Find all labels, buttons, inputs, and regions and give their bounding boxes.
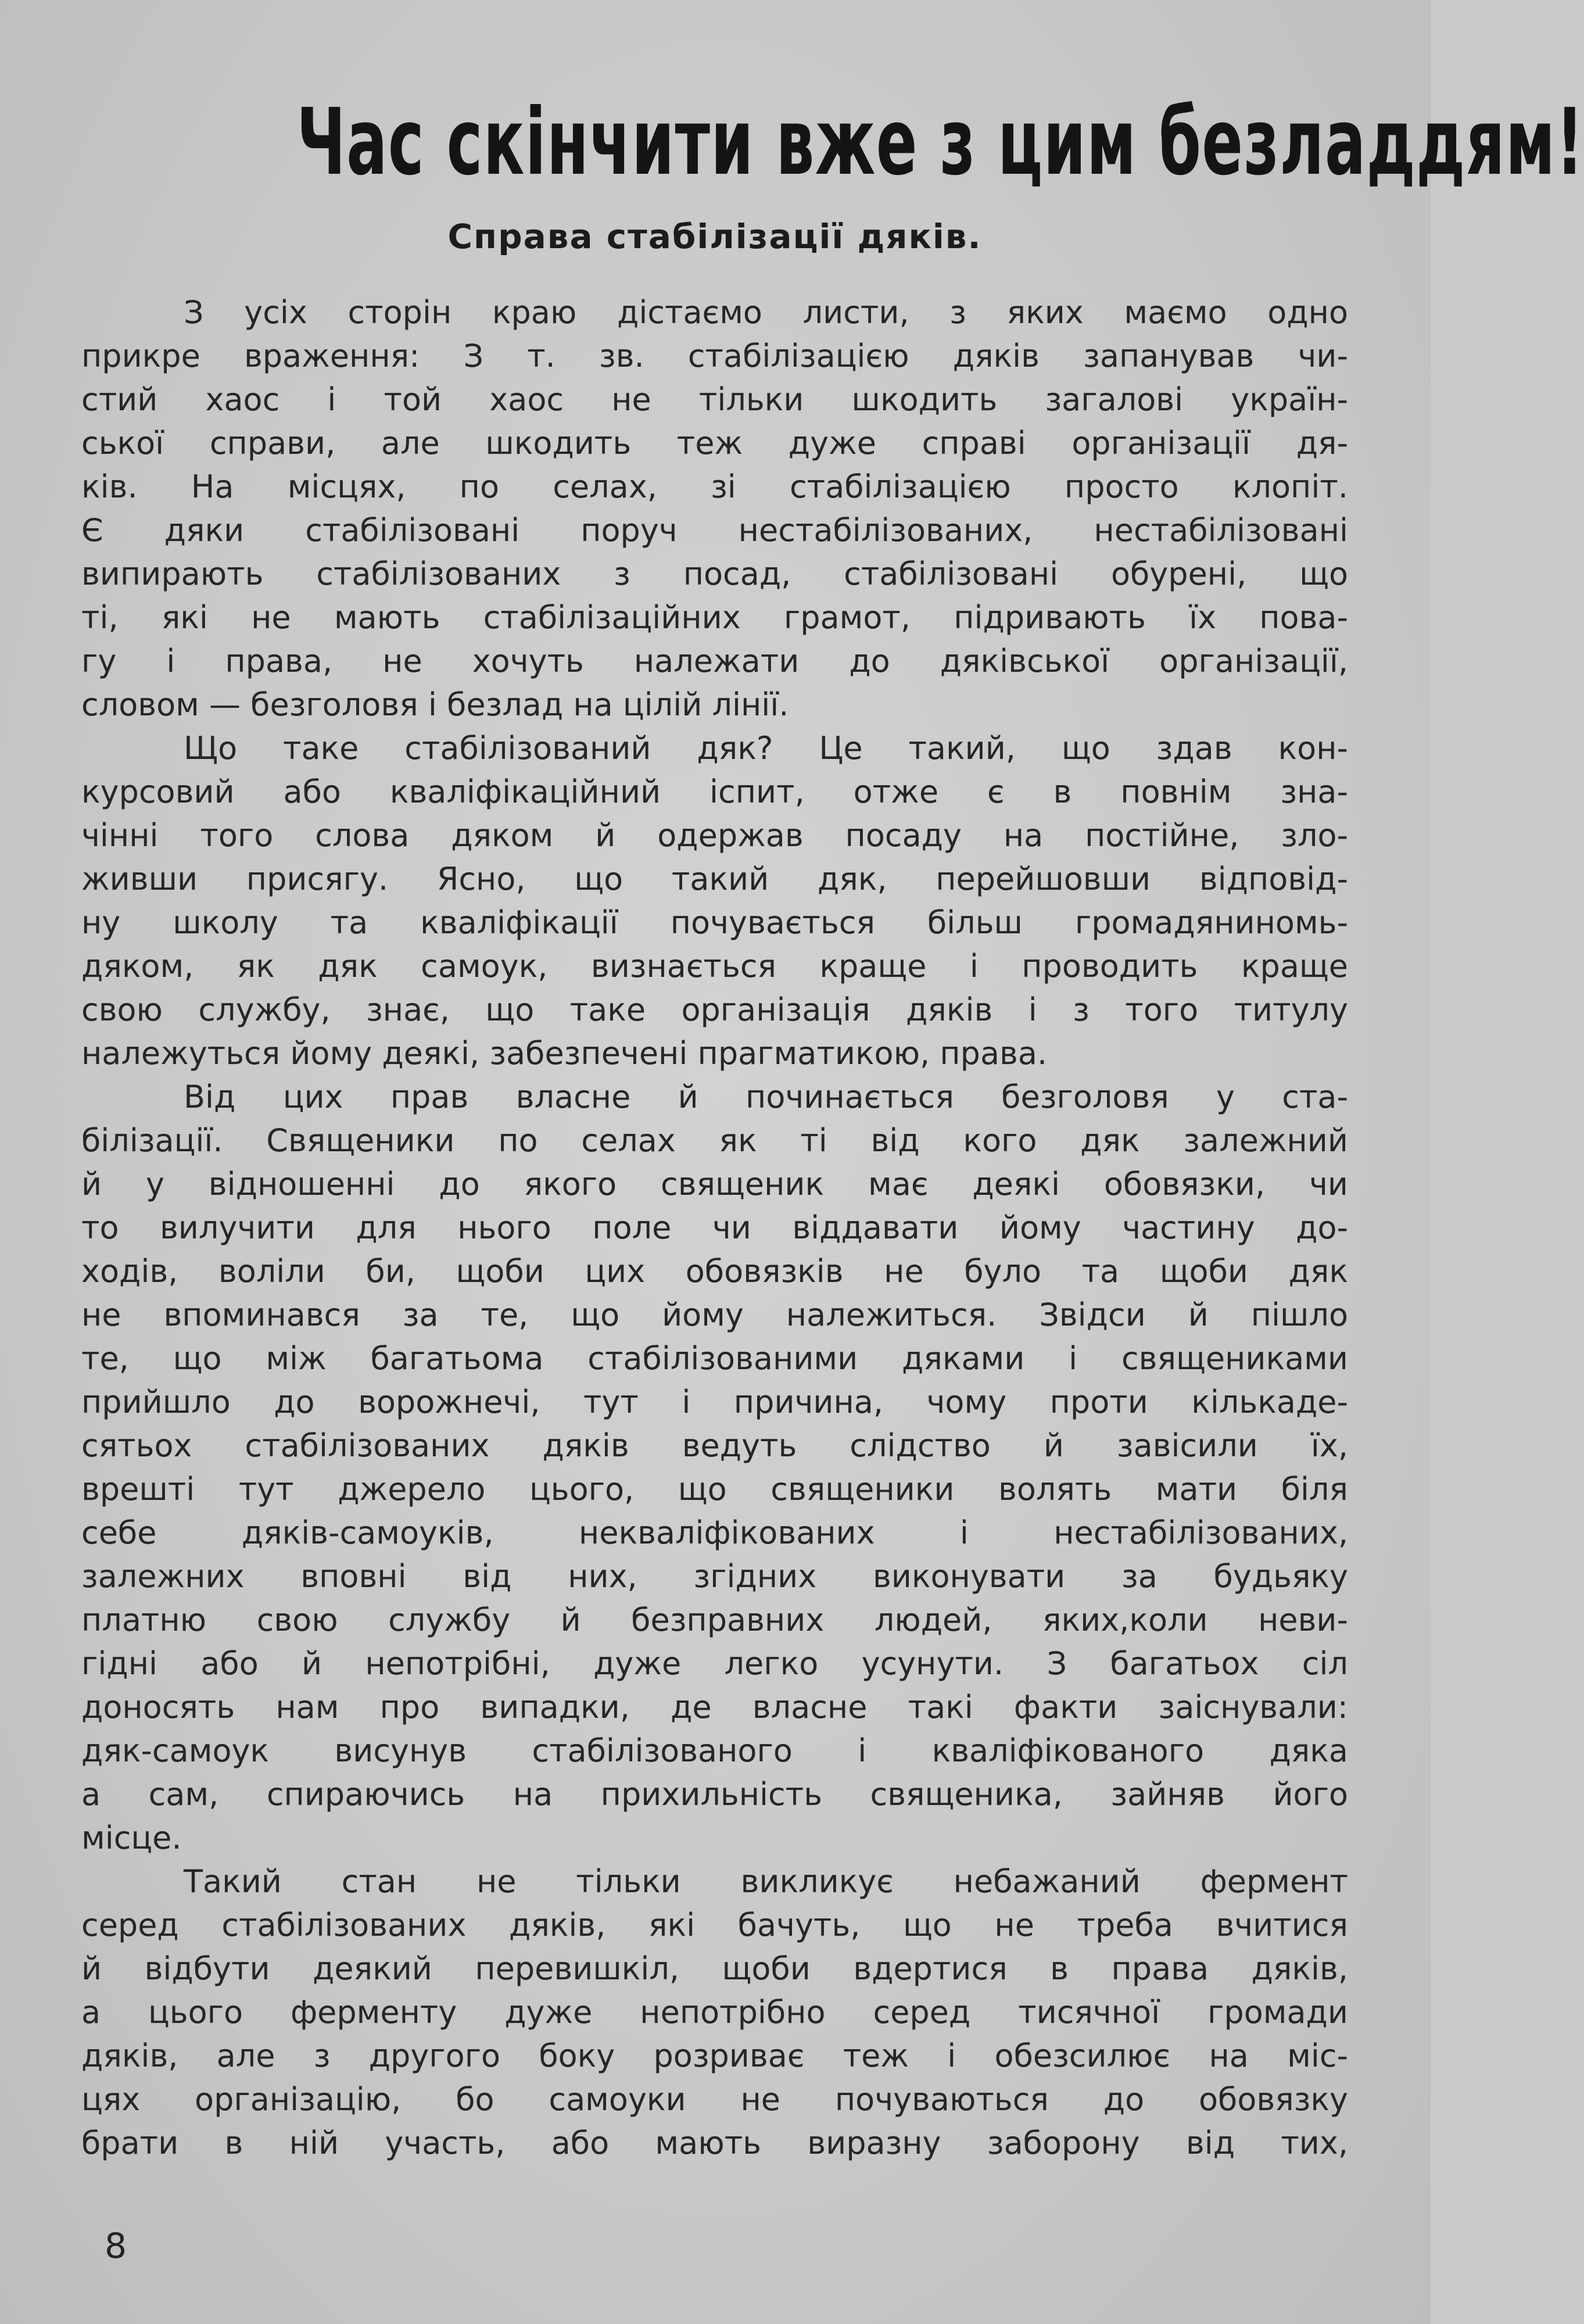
text-line: сятьох стабілізованих дяків ведуть слідство й завісили їх, — [81, 1427, 1348, 1464]
text-line: гідні або й непотрібні, дуже легко усунути. З багатьох сіл — [81, 1645, 1348, 1682]
text-line: гу і права, не хочуть належати до дяківської організації, — [81, 643, 1348, 679]
text-line: З усіх сторін краю дістаємо листи, з яких маємо одно — [184, 294, 1348, 331]
text-line: дяк-самоук висунув стабілізованого і кваліфікованого дяка — [81, 1732, 1348, 1769]
text-line: дяків, але з другого боку розриває теж і обезсилює на міс- — [81, 2037, 1348, 2074]
text-line: Що таке стабілізований дяк? Це такий, що здав кон- — [184, 730, 1348, 767]
text-line: випирають стабілізованих з посад, стабілізовані обурені, що — [81, 556, 1348, 592]
text-line: то вилучити для нього поле чи віддавати йому частину до- — [81, 1209, 1348, 1246]
text-line: Від цих прав власне й починається безголовя у ста- — [184, 1079, 1348, 1115]
text-line: дяком, як дяк самоук, визнається краще і проводить краще — [81, 948, 1348, 984]
text-line: Є дяки стабілізовані поруч нестабілізованих, нестабілізовані — [81, 512, 1348, 549]
text-line: білізації. Священики по селах як ті від кого дяк залежний — [81, 1122, 1348, 1159]
text-line: не впоминався за те, що йому належиться. Звідси й пішло — [81, 1297, 1348, 1333]
text-line: ської справи, але шкодить теж дуже справі організації дя- — [81, 425, 1348, 461]
page-title: Час скінчити вже з цим безладдям! — [296, 89, 1584, 196]
article-body — [81, 291, 1348, 2165]
text-line: серед стабілізованих дяків, які бачуть, що не треба вчитися — [81, 1907, 1348, 1943]
text-line: а сам, спираючись на прихильність священика, зайняв його — [81, 1776, 1348, 1813]
text-line: ну школу та кваліфікації почувається більш громадяниномь- — [81, 904, 1348, 941]
text-line: врешті тут джерело цього, що священики волять мати біля — [81, 1471, 1348, 1507]
text-line: прийшло до ворожнечі, тут і причина, чому проти кількаде- — [81, 1384, 1348, 1420]
text-line: чінні того слова дяком й одержав посаду на постійне, зло- — [81, 817, 1348, 854]
text-line: платню свою службу й безправних людей, яких,коли неви- — [81, 1602, 1348, 1638]
text-line: стий хаос і той хаос не тільки шкодить загалові україн- — [81, 381, 1348, 418]
text-line: доносять нам про випадки, де власне такі факти заіснували: — [81, 1689, 1348, 1725]
text-line: ків. На місцях, по селах, зі стабілізацією просто клопіт. — [81, 468, 1348, 505]
page-number: 8 — [105, 2226, 127, 2266]
text-line: живши присягу. Ясно, що такий дяк, перейшовши відповід- — [81, 861, 1348, 897]
text-line: Такий стан не тільки викликує небажаний фермент — [184, 1863, 1348, 1900]
text-line: місце. — [81, 1820, 182, 1856]
text-line: залежних вповні від них, згідних виконувати за будьяку — [81, 1558, 1348, 1595]
text-line: ті, які не мають стабілізаційних грамот, підривають їх пова- — [81, 599, 1348, 636]
text-line: свою службу, знає, що таке організація дяків і з того титулу — [81, 991, 1348, 1028]
text-line: ходів, воліли би, щоби цих обовязків не було та щоби дяк — [81, 1253, 1348, 1290]
text-line: себе дяків-самоуків, некваліфікованих і нестабілізованих, — [81, 1514, 1348, 1551]
page-subtitle: Справа стабілізації дяків. — [447, 217, 982, 256]
text-line: й відбути деякий перевишкіл, щоби вдертися в права дяків, — [81, 1950, 1348, 1987]
text-line: курсовий або кваліфікаційний іспит, отже є в повнім зна- — [81, 774, 1348, 810]
text-line: належуться йому деякі, забезпечені прагматикою, права. — [81, 1035, 1048, 1072]
text-line: прикре враження: З т. зв. стабілізацією дяків запанував чи- — [81, 338, 1348, 374]
text-line: те, що між багатьома стабілізованими дяками і священиками — [81, 1340, 1348, 1377]
text-line: а цього ферменту дуже непотрібно серед тисячної громади — [81, 1994, 1348, 2031]
text-line: цях організацію, бо самоуки не почуваються до обовязку — [81, 2081, 1348, 2118]
text-line: словом — безголовя і безлад на цілій лінії. — [81, 686, 789, 723]
text-line: брати в ній участь, або мають виразну заборону від тих, — [81, 2125, 1348, 2161]
text-line: й у відношенні до якого священик має деякі обовязки, чи — [81, 1166, 1348, 1202]
